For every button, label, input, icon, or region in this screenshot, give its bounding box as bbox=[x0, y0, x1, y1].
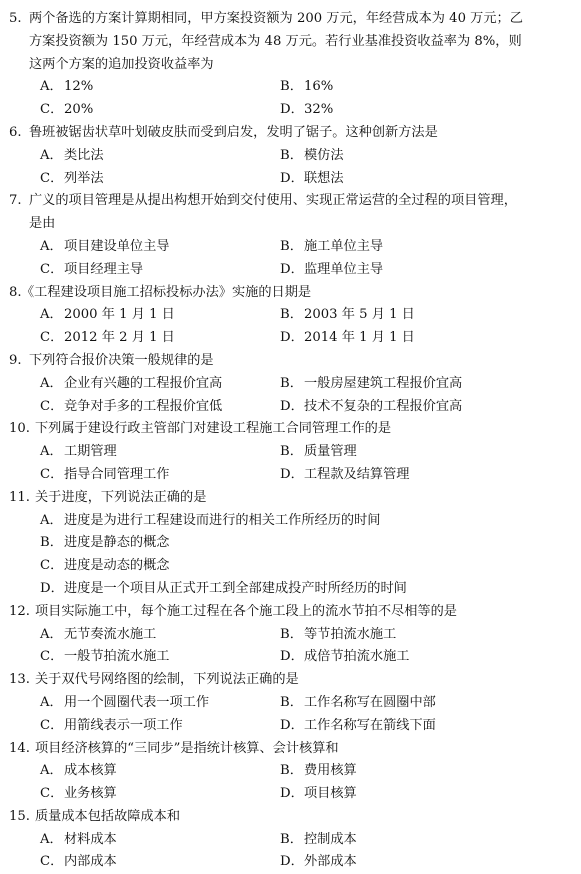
option-c[interactable]: C． 项目经理主导 bbox=[40, 261, 144, 277]
option-d[interactable]: D． 工程款及结算管理 bbox=[280, 466, 410, 482]
option-b[interactable]: B． 一般房屋建筑工程报价宜高 bbox=[280, 375, 463, 391]
question-14 bbox=[8, 738, 573, 806]
question-stem bbox=[8, 418, 573, 441]
option-a[interactable]: A． 用一个圆圈代表一项工作 bbox=[40, 694, 210, 710]
stem-line: 鲁班被锯齿状草叶划破皮肤而受到启发，发明了锯子。这种创新方法是 bbox=[29, 124, 438, 140]
question-6 bbox=[8, 122, 573, 190]
option-d[interactable]: D． 联想法 bbox=[280, 170, 344, 186]
question-stem bbox=[8, 738, 573, 761]
stem-line: 质量成本包括故障成本和 bbox=[35, 808, 181, 824]
question-stem bbox=[8, 8, 573, 76]
option-a[interactable]: A． 进度是为进行工程建设而进行的相关工作所经历的时间 bbox=[40, 512, 381, 528]
option-d[interactable]: D． 进度是一个项目从正式开工到全部建成投产时所经历的时间 bbox=[40, 580, 407, 596]
option-b[interactable]: B． 2003 年 5 月 1 日 bbox=[280, 307, 415, 323]
stem-line: 下列属于建设行政主管部门对建设工程施工合同管理工作的是 bbox=[35, 421, 392, 437]
option-a[interactable]: A． 12% bbox=[40, 79, 94, 95]
option-c[interactable]: C． 列举法 bbox=[40, 170, 104, 186]
question-stem bbox=[8, 190, 573, 236]
option-a[interactable]: A． 类比法 bbox=[40, 147, 104, 163]
question-10 bbox=[8, 418, 573, 486]
stem-line: 两个备选的方案计算期相同，甲方案投资额为 200 万元，年经营成本为 40 万元；乙 bbox=[29, 11, 523, 26]
question-stem bbox=[8, 669, 573, 692]
option-c[interactable]: C． 内部成本 bbox=[40, 854, 117, 870]
option-b[interactable]: B． 控制成本 bbox=[280, 831, 357, 847]
question-number: 5. bbox=[9, 11, 22, 26]
option-b[interactable]: B． 质量管理 bbox=[280, 444, 357, 460]
option-a[interactable]: A． 材料成本 bbox=[40, 831, 117, 847]
stem-line: 广义的项目管理是从提出构想开始到交付使用、实现正常运营的全过程的项目管理， bbox=[29, 193, 517, 209]
option-c[interactable]: C． 业务核算 bbox=[40, 786, 117, 802]
question-7 bbox=[8, 190, 573, 281]
option-c[interactable]: C． 一般节拍流水施工 bbox=[40, 649, 170, 665]
question-number: 9. bbox=[9, 352, 22, 368]
question-15 bbox=[8, 806, 573, 874]
question-number: 15. bbox=[9, 808, 30, 824]
option-b[interactable]: B． 工作名称写在圆圈中部 bbox=[280, 694, 436, 710]
question-8 bbox=[8, 282, 573, 350]
stem-line: 关于双代号网络图的绘制，下列说法正确的是 bbox=[35, 672, 299, 688]
option-a[interactable]: A． 无节奏流水施工 bbox=[40, 626, 157, 642]
question-9 bbox=[8, 350, 573, 418]
option-d[interactable]: D． 外部成本 bbox=[280, 854, 357, 870]
option-d[interactable]: D． 成倍节拍流水施工 bbox=[280, 649, 410, 665]
option-b[interactable]: B． 16% bbox=[280, 79, 334, 95]
option-b[interactable]: B． 等节拍流水施工 bbox=[280, 626, 397, 642]
option-d[interactable]: D． 技术不复杂的工程报价宜高 bbox=[280, 398, 463, 414]
option-b[interactable]: B． 施工单位主导 bbox=[280, 238, 384, 254]
question-number: 13. bbox=[9, 672, 30, 688]
option-b[interactable]: B． 模仿法 bbox=[280, 147, 344, 163]
question-number: 14. bbox=[9, 740, 30, 756]
stem-line: 项目经济核算的“三同步”是指统计核算、会计核算和 bbox=[35, 740, 339, 756]
stem-line: 是由 bbox=[29, 216, 56, 232]
stem-line: 关于进度，下列说法正确的是 bbox=[35, 489, 207, 505]
question-number: 11. bbox=[9, 489, 30, 505]
question-12 bbox=[8, 601, 573, 669]
option-c[interactable]: C． 20% bbox=[40, 102, 94, 118]
question-stem bbox=[8, 122, 573, 145]
question-number: 6. bbox=[9, 124, 22, 140]
question-stem bbox=[8, 601, 573, 624]
stem-line: 方案投资额为 150 万元，年经营成本为 48 万元。若行业基准投资收益率为 8%，则 bbox=[29, 33, 522, 49]
option-a[interactable]: A． 项目建设单位主导 bbox=[40, 238, 170, 254]
option-c[interactable]: C． 进度是动态的概念 bbox=[40, 558, 170, 574]
option-b[interactable]: B． 进度是静态的概念 bbox=[40, 535, 170, 551]
option-d[interactable]: D． 项目核算 bbox=[280, 786, 357, 802]
question-number: 7. bbox=[9, 193, 22, 209]
question-5 bbox=[8, 8, 573, 122]
option-b[interactable]: B． 费用核算 bbox=[280, 763, 357, 779]
question-number: 8. bbox=[9, 284, 22, 300]
question-number: 12. bbox=[9, 603, 30, 619]
option-a[interactable]: A． 企业有兴趣的工程报价宜高 bbox=[40, 375, 223, 391]
question-number: 10. bbox=[9, 421, 30, 437]
option-d[interactable]: D． 监理单位主导 bbox=[280, 261, 384, 277]
option-a[interactable]: A． 2000 年 1 月 1 日 bbox=[40, 307, 175, 323]
option-d[interactable]: D． 32% bbox=[280, 102, 334, 118]
option-c[interactable]: C． 竞争对手多的工程报价宜低 bbox=[40, 398, 223, 414]
question-stem bbox=[8, 350, 573, 373]
option-d[interactable]: D． 工作名称写在箭线下面 bbox=[280, 717, 436, 733]
option-a[interactable]: A． 工期管理 bbox=[40, 444, 117, 460]
option-c[interactable]: C． 2012 年 2 月 1 日 bbox=[40, 330, 175, 346]
stem-line: 这两个方案的追加投资收益率为 bbox=[29, 56, 214, 72]
stem-line: 下列符合报价决策一般规律的是 bbox=[29, 352, 214, 368]
option-a[interactable]: A． 成本核算 bbox=[40, 763, 117, 779]
question-11 bbox=[8, 487, 573, 601]
question-stem bbox=[8, 487, 573, 510]
stem-line: 《工程建设项目施工招标投标办法》实施的日期是 bbox=[21, 284, 312, 300]
question-stem bbox=[8, 282, 573, 305]
option-d[interactable]: D． 2014 年 1 月 1 日 bbox=[280, 330, 415, 346]
option-c[interactable]: C． 用箭线表示一项工作 bbox=[40, 717, 183, 733]
option-c[interactable]: C． 指导合同管理工作 bbox=[40, 466, 170, 482]
question-13 bbox=[8, 669, 573, 737]
question-stem bbox=[8, 806, 573, 829]
stem-line: 项目实际施工中，每个施工过程在各个施工段上的流水节拍不尽相等的是 bbox=[35, 603, 457, 619]
